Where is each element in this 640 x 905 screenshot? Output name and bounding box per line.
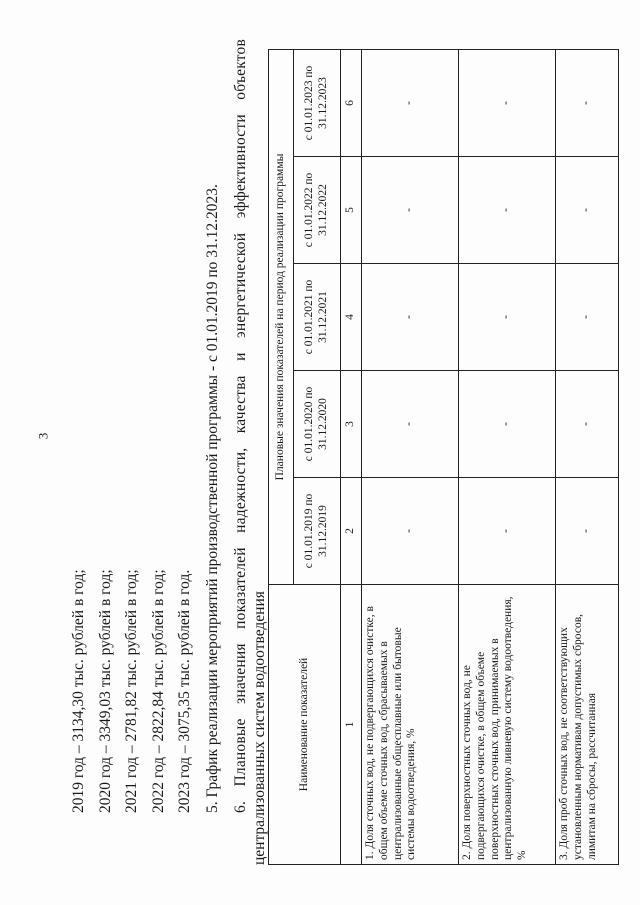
indicator-value: - — [556, 371, 619, 478]
indicator-value: - — [459, 50, 556, 157]
section-5-heading: 5. График реализации мероприятий производственной программы - с 01.01.2019 по 31.12.2023. — [204, 184, 221, 813]
column-number: 6 — [341, 50, 362, 157]
indicator-value: - — [556, 157, 619, 264]
table-row — [362, 50, 459, 865]
section-6-heading: 6. Плановые значения показателей надежности, качества и энергетической эффективности объектов — [232, 39, 249, 813]
indicator-value: - — [556, 478, 619, 585]
period-header: с 01.01.2023 по 31.12.2023 — [294, 50, 341, 157]
funding-line: 2020 год – 3349,03 тыс. рублей в год; — [96, 569, 114, 813]
indicator-value: - — [556, 264, 619, 371]
column-number: 2 — [341, 478, 362, 585]
indicator-value: - — [362, 264, 459, 371]
indicator-value: - — [362, 371, 459, 478]
period-header: с 01.01.2020 по 31.12.2020 — [294, 371, 341, 478]
indicator-value: - — [362, 478, 459, 585]
indicator-name: 2. Доля поверхностных сточных вод, не подвергающихся очистке, в общем объеме поверхностных сточных вод, принимаемых в централизованную ливневую систему водоотведения, % — [459, 585, 556, 865]
column-number: 4 — [341, 264, 362, 371]
funding-line: 2023 год – 3075,35 тыс. рублей в год. — [176, 569, 193, 813]
indicator-value: - — [459, 157, 556, 264]
column-number: 5 — [341, 157, 362, 264]
table-row — [459, 50, 556, 865]
period-header: с 01.01.2019 по 31.12.2019 — [294, 478, 341, 585]
indicator-name: 1. Доля сточных вод, не подвергающихся очистке, в общем объеме сточных вод, сбрасываемых в централизованные общесплавные или бытовые системы водоотведения, % — [362, 585, 459, 865]
funding-line: 2021 год – 2781,82 тыс. рублей в год; — [123, 569, 140, 813]
column-number: 1 — [341, 585, 362, 865]
indicator-value: - — [362, 157, 459, 264]
indicator-name: 3. Доля проб сточных вод, не соответствующих установленным нормативам допустимых сбросов, лимитам на сбросы, рассчитанная — [556, 585, 619, 865]
table-header-row — [269, 50, 294, 865]
page-number: 3 — [35, 432, 51, 440]
funding-list — [66, 569, 199, 813]
column-header-period: Плановые значения показателей на период реализации программы — [269, 50, 294, 585]
indicator-value: - — [362, 50, 459, 157]
funding-line: 2019 год – 3134,30 тыс. рублей в год; — [70, 569, 87, 813]
funding-line: 2022 год – 2822,84 тыс. рублей в год; — [149, 569, 167, 813]
period-header: с 01.01.2022 по 31.12.2022 — [294, 157, 341, 264]
column-number-row — [341, 50, 362, 865]
column-header-name: Наименование показателей — [269, 585, 341, 865]
indicators-table — [268, 49, 619, 865]
column-number: 3 — [341, 371, 362, 478]
indicator-value: - — [459, 478, 556, 585]
indicator-value: - — [459, 264, 556, 371]
indicator-value: - — [459, 371, 556, 478]
section-6-heading-cont: централизованных систем водоотведения — [251, 591, 268, 865]
period-header: с 01.01.2021 по 31.12.2021 — [294, 264, 341, 371]
indicator-value: - — [556, 50, 619, 157]
table-row — [556, 50, 619, 865]
